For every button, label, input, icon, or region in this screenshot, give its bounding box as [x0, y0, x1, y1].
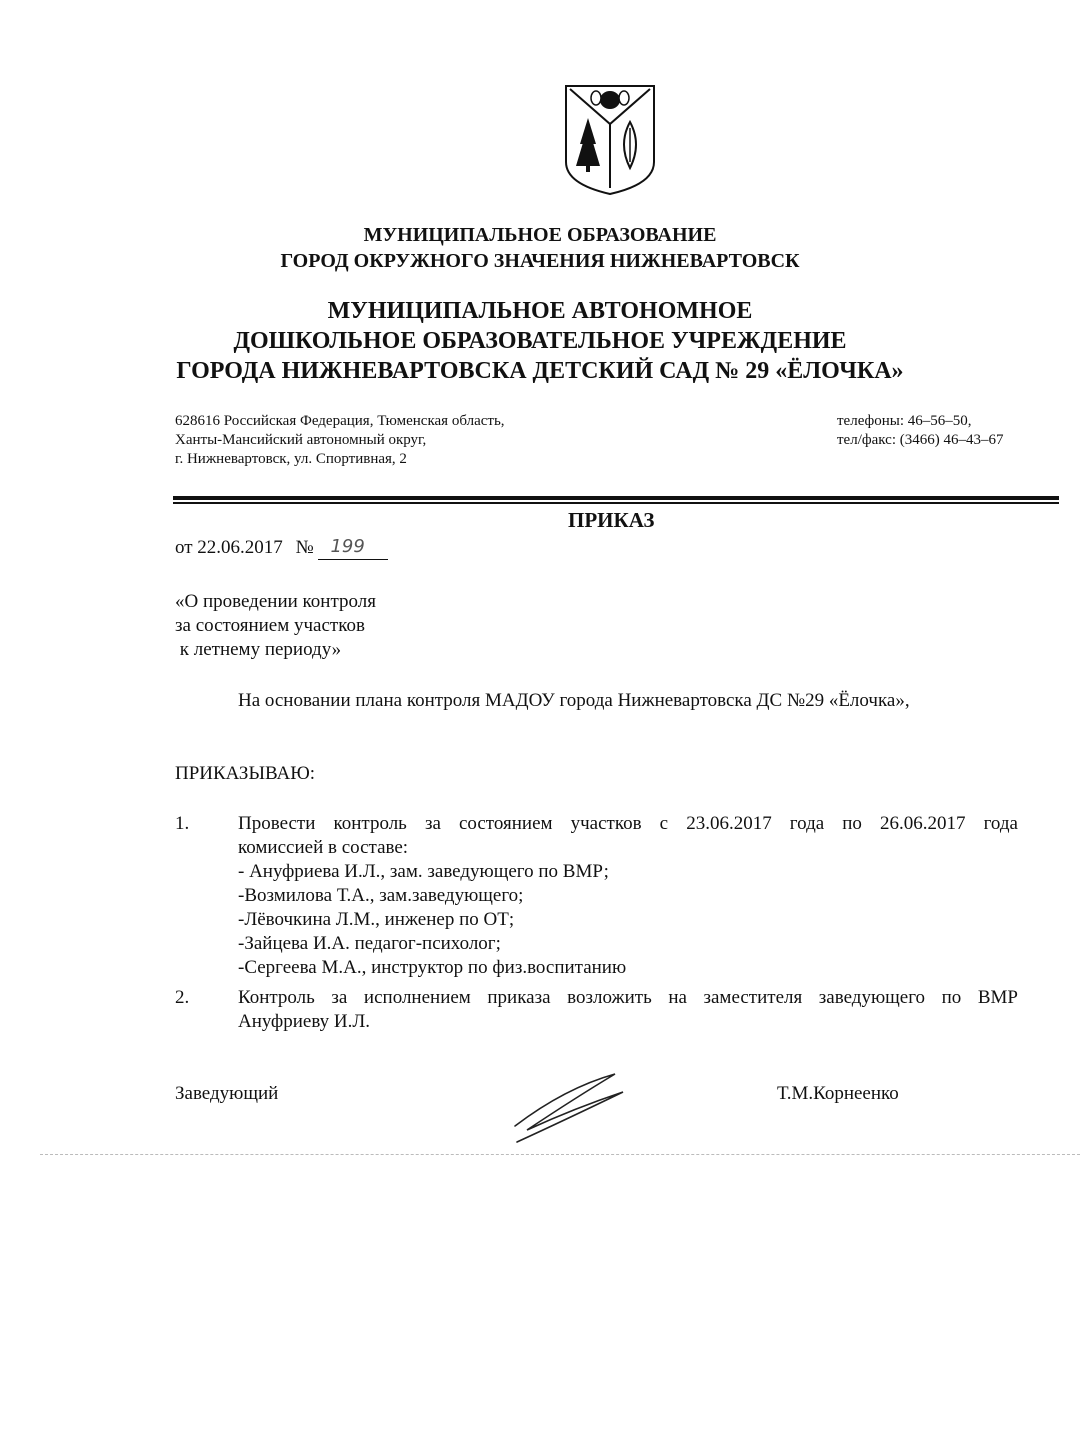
member: -Сергеева М.А., инструктор по физ.воспитанию: [238, 957, 627, 978]
order-basis: На основании плана контроля МАДОУ города Нижневартовска ДС №29 «Ёлочка»,: [238, 690, 910, 711]
member: -Лёвочкина Л.М., инженер по ОТ;: [238, 909, 515, 930]
org-title-line2: ДОШКОЛЬНОЕ ОБРАЗОВАТЕЛЬНОЕ УЧРЕЖДЕНИЕ: [233, 328, 847, 354]
item-text: комиссией в составе:: [238, 837, 409, 858]
order-date: от 22.06.2017: [175, 537, 283, 558]
order-subject: [175, 590, 376, 662]
contacts-block: [837, 412, 1003, 450]
header-divider-thin: [173, 502, 1059, 504]
list-item-number: 1.: [175, 813, 190, 834]
address-line: 628616 Российская Федерация, Тюменская область,: [175, 413, 505, 429]
org-title-line1: МУНИЦИПАЛЬНОЕ АВТОНОМНОЕ: [327, 298, 753, 324]
member: -Возмилова Т.А., зам.заведующего;: [238, 885, 524, 906]
list-item: [238, 812, 1018, 980]
member: - Ануфриева И.Л., зам. заведующего по ВМР;: [238, 861, 609, 882]
city-emblem: [560, 84, 660, 196]
subject-line: к летнему периоду»: [175, 639, 342, 660]
order-title: ПРИКАЗ: [568, 508, 655, 532]
subject-line: «О проведении контроля: [175, 591, 376, 612]
item-text: Ануфриеву И.Л.: [238, 1011, 371, 1032]
scan-artifact-line: [40, 1154, 1080, 1156]
org-title-line3: ГОРОДА НИЖНЕВАРТОВСКА ДЕТСКИЙ САД № 29 «ЁЛОЧКА»: [176, 358, 904, 384]
address-line: Ханты-Мансийский автономный округ,: [175, 432, 427, 448]
fax-line: тел/факс: (3466) 46–43–67: [837, 432, 1004, 448]
member: -Зайцева И.А. педагог-психолог;: [238, 933, 501, 954]
municipality-title: МУНИЦИПАЛЬНОЕ ОБРАЗОВАНИЕ: [363, 224, 717, 246]
signatory-name: Т.М.Корнеенко: [777, 1083, 899, 1104]
order-command: ПРИКАЗЫВАЮ:: [175, 763, 316, 784]
list-item: [238, 986, 1018, 1034]
subject-line: за состоянием участков: [175, 615, 365, 636]
number-sign: №: [295, 537, 314, 558]
list-item-number: 2.: [175, 987, 190, 1008]
order-number-field: [318, 537, 388, 560]
item-text: Контроль за исполнением приказа возложить на заместителя заведующего по ВМР: [238, 987, 1018, 1008]
order-number-handwritten: 199: [330, 536, 365, 557]
signatory-position: Заведующий: [175, 1083, 279, 1104]
item-text: Провести контроль за состоянием участков с 23.06.2017 года по 26.06.2017 года: [238, 813, 1018, 834]
phone-line: телефоны: 46–56–50,: [837, 413, 972, 429]
address-line: г. Нижневартовск, ул. Спортивная, 2: [175, 451, 407, 467]
header-divider: [173, 496, 1059, 500]
handwritten-signature: [505, 1068, 630, 1148]
city-title: ГОРОД ОКРУЖНОГО ЗНАЧЕНИЯ НИЖНЕВАРТОВСК: [280, 250, 800, 272]
address-block: [175, 412, 505, 469]
order-date-line: [175, 536, 388, 560]
